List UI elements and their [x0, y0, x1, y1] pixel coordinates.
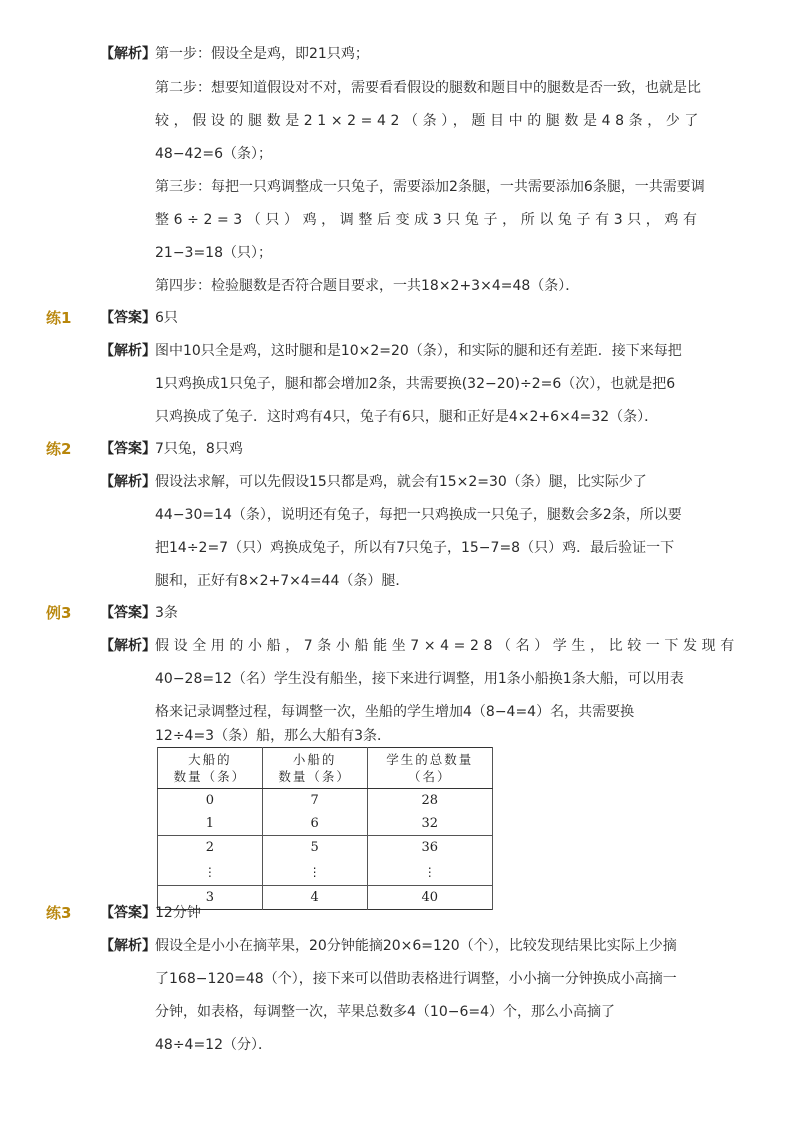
- boat-table: [157, 747, 493, 910]
- text-line: 21−3=18（只）；: [155, 245, 272, 261]
- table-cell: ⋮: [262, 859, 367, 886]
- text-line: 假设全用的小船，7条小船能坐7×4=28（名）学生，比较一下发现有: [155, 638, 739, 654]
- text-line: 只鸡换成了兔子．这时鸡有4只，兔子有6只，腿和正好是4×2+6×4=32（条）．: [155, 409, 659, 425]
- text-line: 第三步：每把一只鸡调整成一只兔子，需要添加2条腿，一共需要添加6条腿，一共需要调: [155, 179, 705, 195]
- text-line: 第二步：想要知道假设对不对，需要看看假设的腿数和题目中的腿数是否一致，也就是比: [155, 80, 701, 96]
- table-cell: 0: [158, 789, 263, 813]
- table-cell: 4: [262, 886, 367, 910]
- text-line: 把14÷2=7（只）鸡换成兔子，所以有7只兔子，15−7=8（只）鸡．最后验证一下: [155, 540, 675, 556]
- text-line: 较，假设的腿数是21×2=42（条），题目中的腿数是48条，少了: [155, 113, 704, 129]
- text-line: 格来记录调整过程，每调整一次，坐船的学生增加4（8−4=4）名，共需要换: [155, 704, 635, 720]
- analysis-tag: 【解析】: [100, 343, 156, 359]
- table-cell: 32: [367, 812, 492, 836]
- answer-text: 7只兔，8只鸡: [155, 441, 243, 457]
- answer-tag: 【答案】: [100, 905, 156, 921]
- text-line: 假设法求解，可以先假设15只都是鸡，就会有15×2=30（条）腿，比实际少了: [155, 474, 647, 490]
- table-cell: ⋮: [367, 859, 492, 886]
- analysis-tag: 【解析】: [100, 938, 156, 954]
- analysis-tag: 【解析】: [100, 474, 156, 490]
- answer-text: 6只: [155, 310, 178, 326]
- table-row: [158, 812, 493, 836]
- text-line: 第四步：检验腿数是否符合题目要求，一共18×2+3×4=48（条）．: [155, 278, 580, 294]
- table-cell: 6: [262, 812, 367, 836]
- answer-text: 3条: [155, 605, 178, 621]
- table-header-cell: 小船的 数量（条）: [262, 748, 367, 789]
- text-line: 40−28=12（名）学生没有船坐，接下来进行调整，用1条小船换1条大船，可以用表: [155, 671, 684, 687]
- table-cell: 36: [367, 836, 492, 860]
- text-line: 腿和，正好有8×2+7×4=44（条）腿．: [155, 573, 410, 589]
- table-cell: 5: [262, 836, 367, 860]
- table-cell: 2: [158, 836, 263, 860]
- analysis-tag: 【解析】: [100, 638, 156, 654]
- text-line: 48÷4=12（分）．: [155, 1037, 272, 1053]
- analysis-tag: 【解析】: [100, 46, 156, 62]
- section-label-lian2: 练2: [46, 440, 72, 458]
- section-label-lian1: 练1: [46, 309, 72, 327]
- text-line: 图中10只全是鸡，这时腿和是10×2=20（条），和实际的腿和还有差距．接下来每把: [155, 343, 682, 359]
- table-cell: 28: [367, 789, 492, 813]
- table-row: [158, 789, 493, 813]
- text-line: 了168−120=48（个），接下来可以借助表格进行调整，小小摘一分钟换成小高摘一: [155, 971, 677, 987]
- answer-text: 12分钟: [155, 905, 201, 921]
- text-line: 48−42=6（条）；: [155, 146, 272, 162]
- section-label-li3: 例3: [46, 604, 72, 622]
- table-header-cell: 学生的总数量 （名）: [367, 748, 492, 789]
- text-line: 整6÷2=3（只）鸡，调整后变成3只兔子，所以兔子有3只，鸡有: [155, 212, 702, 228]
- text-line: 1只鸡换成1只兔子，腿和都会增加2条，共需要换(32−20)÷2=6（次），也就是把6: [155, 376, 676, 392]
- text-line: 12÷4=3（条）船，那么大船有3条．: [155, 728, 391, 744]
- answer-tag: 【答案】: [100, 310, 156, 326]
- table-cell: 3: [158, 886, 263, 910]
- table-cell: 40: [367, 886, 492, 910]
- table-cell: 1: [158, 812, 263, 836]
- text-line: 假设全是小小在摘苹果，20分钟能摘20×6=120（个），比较发现结果比实际上少摘: [155, 938, 677, 954]
- table-row: [158, 836, 493, 860]
- table-header-cell: 大船的 数量（条）: [158, 748, 263, 789]
- text-line: 第一步：假设全是鸡，即21只鸡；: [155, 46, 369, 62]
- table-header-row: [158, 748, 493, 789]
- text-line: 44−30=14（条），说明还有兔子，每把一只鸡换成一只兔子，腿数会多2条，所以要: [155, 507, 682, 523]
- answer-tag: 【答案】: [100, 605, 156, 621]
- answer-tag: 【答案】: [100, 441, 156, 457]
- table-cell: 7: [262, 789, 367, 813]
- table-row-ellipsis: [158, 859, 493, 886]
- section-label-lian3: 练3: [46, 904, 72, 922]
- table-row: [158, 886, 493, 910]
- text-line: 分钟，如表格，每调整一次，苹果总数多4（10−6=4）个，那么小高摘了: [155, 1004, 615, 1020]
- table-cell: ⋮: [158, 859, 263, 886]
